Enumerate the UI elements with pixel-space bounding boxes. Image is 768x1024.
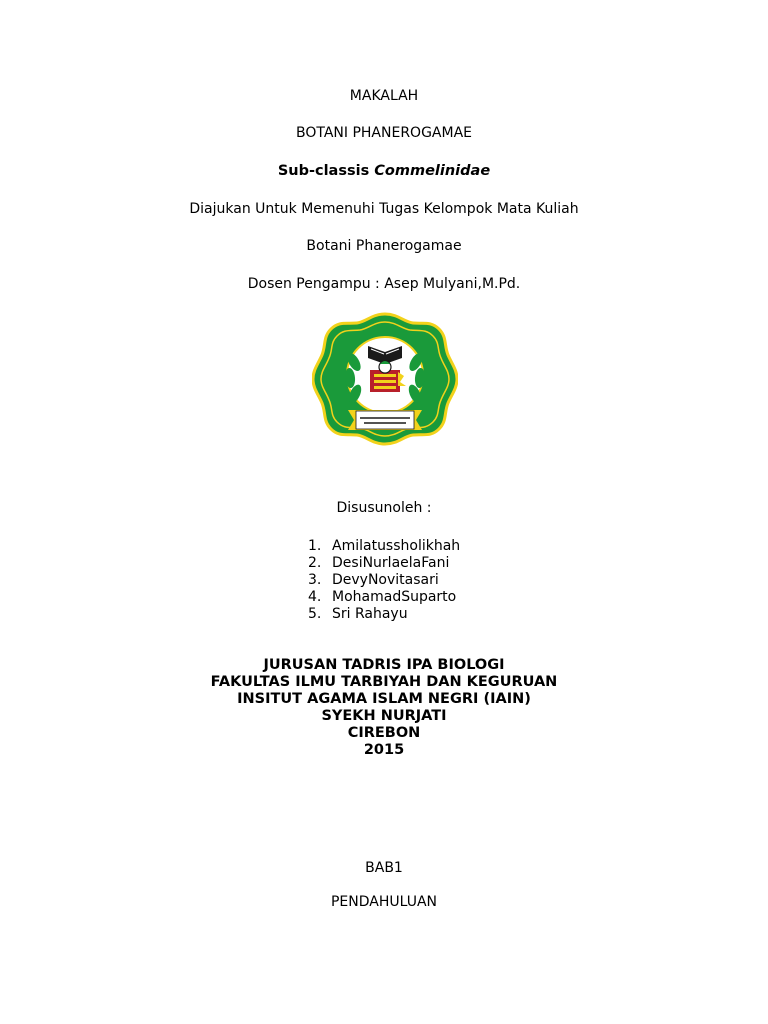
subclass-prefix: Sub-classis: [277, 163, 375, 179]
institute-name-line: SYEKH NURJATI: [321, 708, 447, 724]
city-line: CIREBON: [347, 725, 421, 741]
course-title: BOTANI PHANEROGAMAE: [295, 125, 472, 141]
author-number: 5.: [308, 606, 322, 622]
author-number: 1.: [308, 538, 322, 554]
author-number: 4.: [308, 589, 322, 605]
list-item: [308, 606, 460, 623]
author-name: DesiNurlaelaFani: [332, 555, 450, 571]
author-number: 2.: [308, 555, 322, 571]
author-name: DevyNovitasari: [332, 572, 439, 588]
department-line: JURUSAN TADRIS IPA BIOLOGI: [263, 657, 505, 673]
author-list: [308, 538, 460, 623]
chapter-number: BAB1: [365, 860, 403, 876]
author-name: Sri Rahayu: [332, 606, 408, 622]
faculty-line: FAKULTAS ILMU TARBIYAH DAN KEGURUAN: [210, 674, 558, 690]
subclass-name: Commelinidae: [374, 163, 491, 179]
author-name: MohamadSuparto: [332, 589, 457, 605]
institute-line: INSITUT AGAMA ISLAM NEGRI (IAIN): [237, 691, 531, 707]
lecturer-text: Dosen Pengampu : Asep Mulyani,M.Pd.: [247, 276, 521, 292]
author-number: 3.: [308, 572, 322, 588]
list-item: [308, 538, 460, 555]
list-item: [308, 589, 460, 606]
subclass-heading: [0, 163, 768, 179]
purpose-text: Diajukan Untuk Memenuhi Tugas Kelompok Mata Kuliah: [189, 201, 579, 217]
compiled-by-label: Disusunoleh :: [336, 500, 432, 516]
chapter-title: PENDAHULUAN: [330, 894, 438, 910]
list-item: [308, 572, 460, 589]
list-item: [308, 555, 460, 572]
iain-logo: [312, 312, 458, 446]
author-name: Amilatussholikhah: [332, 538, 461, 554]
doc-type-title: MAKALAH: [349, 88, 419, 104]
year-line: 2015: [363, 742, 405, 758]
subject-text: Botani Phanerogamae: [306, 238, 462, 254]
